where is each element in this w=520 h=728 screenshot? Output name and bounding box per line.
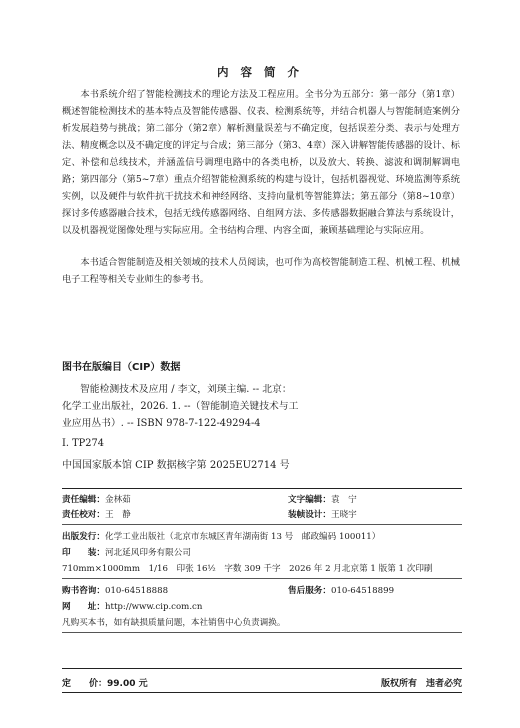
- cip-heading: 图书在版编目（CIP）数据: [62, 362, 181, 373]
- service-value: 010-64518899: [330, 586, 395, 596]
- copyright-notice: 版权所有 违者必究: [380, 679, 462, 689]
- staff-row-1: [62, 493, 462, 505]
- web-row: [62, 600, 462, 612]
- staff-row-2: [62, 508, 462, 520]
- design-name: 王晓宇: [330, 510, 357, 520]
- web-value[interactable]: http://www.cip.com.cn: [104, 602, 203, 612]
- publisher-label: 出版发行：: [62, 532, 105, 542]
- printer-row: [62, 546, 462, 558]
- text-editor-name: 袁 宁: [330, 495, 357, 505]
- notice-row: [62, 616, 462, 628]
- summary-paragraph-1: 本书系统介绍了智能检测技术的理论方法及工程应用。全书分为五部分：第一部分（第1章）概述智能检测技术的基本特点及智能传感器、仪表、检测系统等，并结合机器人与智能制造案例分析发展趋势与挑战；第二部分（第2章）解析测量误差与不确定度，包括误差分类、表示与处理方法、精度概念以及不确定度的评定与合成；第三部分（第3、4章）深入讲解智能传感器的设计、标定、补偿和总线技术，并涵盖信号调理电路中的各类电桥，以及放大、转换、滤波和调制解调电路；第四部分（第5~7章）重点介绍智能检测系统的构建与设计，包括机器视觉、环境监测等系统实例，以及硬件与软件抗干扰技术和神经网络、支持向量机等智能算法；第五部分（第8~10章）探讨多传感器融合技术，包括无线传感器网络、自组网方法、多传感器数据融合算法与系统设计，以及机器视觉图像处理与实际应用。全书结构合理、内容全面，兼顾基础理论与实际应用。: [62, 89, 460, 236]
- spec-value: 710mm×1000mm 1/16 印张 16½ 字数 309 千字 2026 年 2 月北京第 1 版第 1 次印刷: [62, 564, 433, 574]
- consult-label: 购书咨询：: [62, 586, 105, 596]
- editor-name: 金林茹: [104, 495, 131, 505]
- divider-publish-top: [62, 524, 462, 525]
- service-label: 售后服务：: [288, 586, 331, 596]
- divider-price-top: [62, 668, 462, 669]
- web-label: 网 址：: [62, 602, 105, 612]
- text-editor-label: 文字编辑：: [288, 495, 331, 505]
- divider-staff-top: [62, 488, 462, 489]
- summary-title: 内 容 简 介: [216, 65, 303, 79]
- cip-classification: Ⅰ. TP274: [62, 438, 104, 449]
- consult-value: 010-64518888: [104, 586, 169, 596]
- proof-name: 王 静: [104, 510, 131, 520]
- cip-record: [62, 381, 462, 432]
- divider-contact-top: [62, 578, 462, 579]
- summary-paragraph-2: 本书适合智能制造及相关领域的技术人员阅读，也可作为高校智能制造工程、机械工程、机械电子工程等相关专业师生的参考书。: [62, 257, 460, 285]
- contact-row: [62, 584, 462, 596]
- publisher-row: [62, 530, 462, 542]
- cip-line-1: 智能检测技术及应用 / 李文，刘瑛主编. -- 北京：: [80, 384, 292, 395]
- spec-row: [62, 562, 462, 574]
- cip-number: 中国国家版本馆 CIP 数据核字第 2025EU2714 号: [62, 460, 290, 471]
- printer-label: 印 装：: [62, 548, 105, 558]
- cip-line-3: 业应用丛书）. -- ISBN 978-7-122-49294-4: [62, 418, 261, 429]
- divider-price-bottom: [62, 692, 462, 693]
- notice-text: 凡购买本书，如有缺损质量问题，本社销售中心负责调换。: [62, 618, 286, 628]
- publisher-value: 化学工业出版社（北京市东城区青年湖南街 13 号 邮政编码 100011）: [104, 532, 381, 542]
- divider-contact-bottom: [62, 632, 462, 633]
- printer-value: 河北延风印务有限公司: [104, 548, 191, 558]
- price-footer: [62, 676, 462, 689]
- price-value: 99.00 元: [107, 679, 148, 689]
- editor-label: 责任编辑：: [62, 495, 105, 505]
- cip-line-2: 化学工业出版社，2026. 1. --（智能制造关键技术与工: [62, 401, 299, 412]
- price-label: 定 价：: [62, 679, 108, 689]
- design-label: 装帧设计：: [288, 510, 331, 520]
- proof-label: 责任校对：: [62, 510, 105, 520]
